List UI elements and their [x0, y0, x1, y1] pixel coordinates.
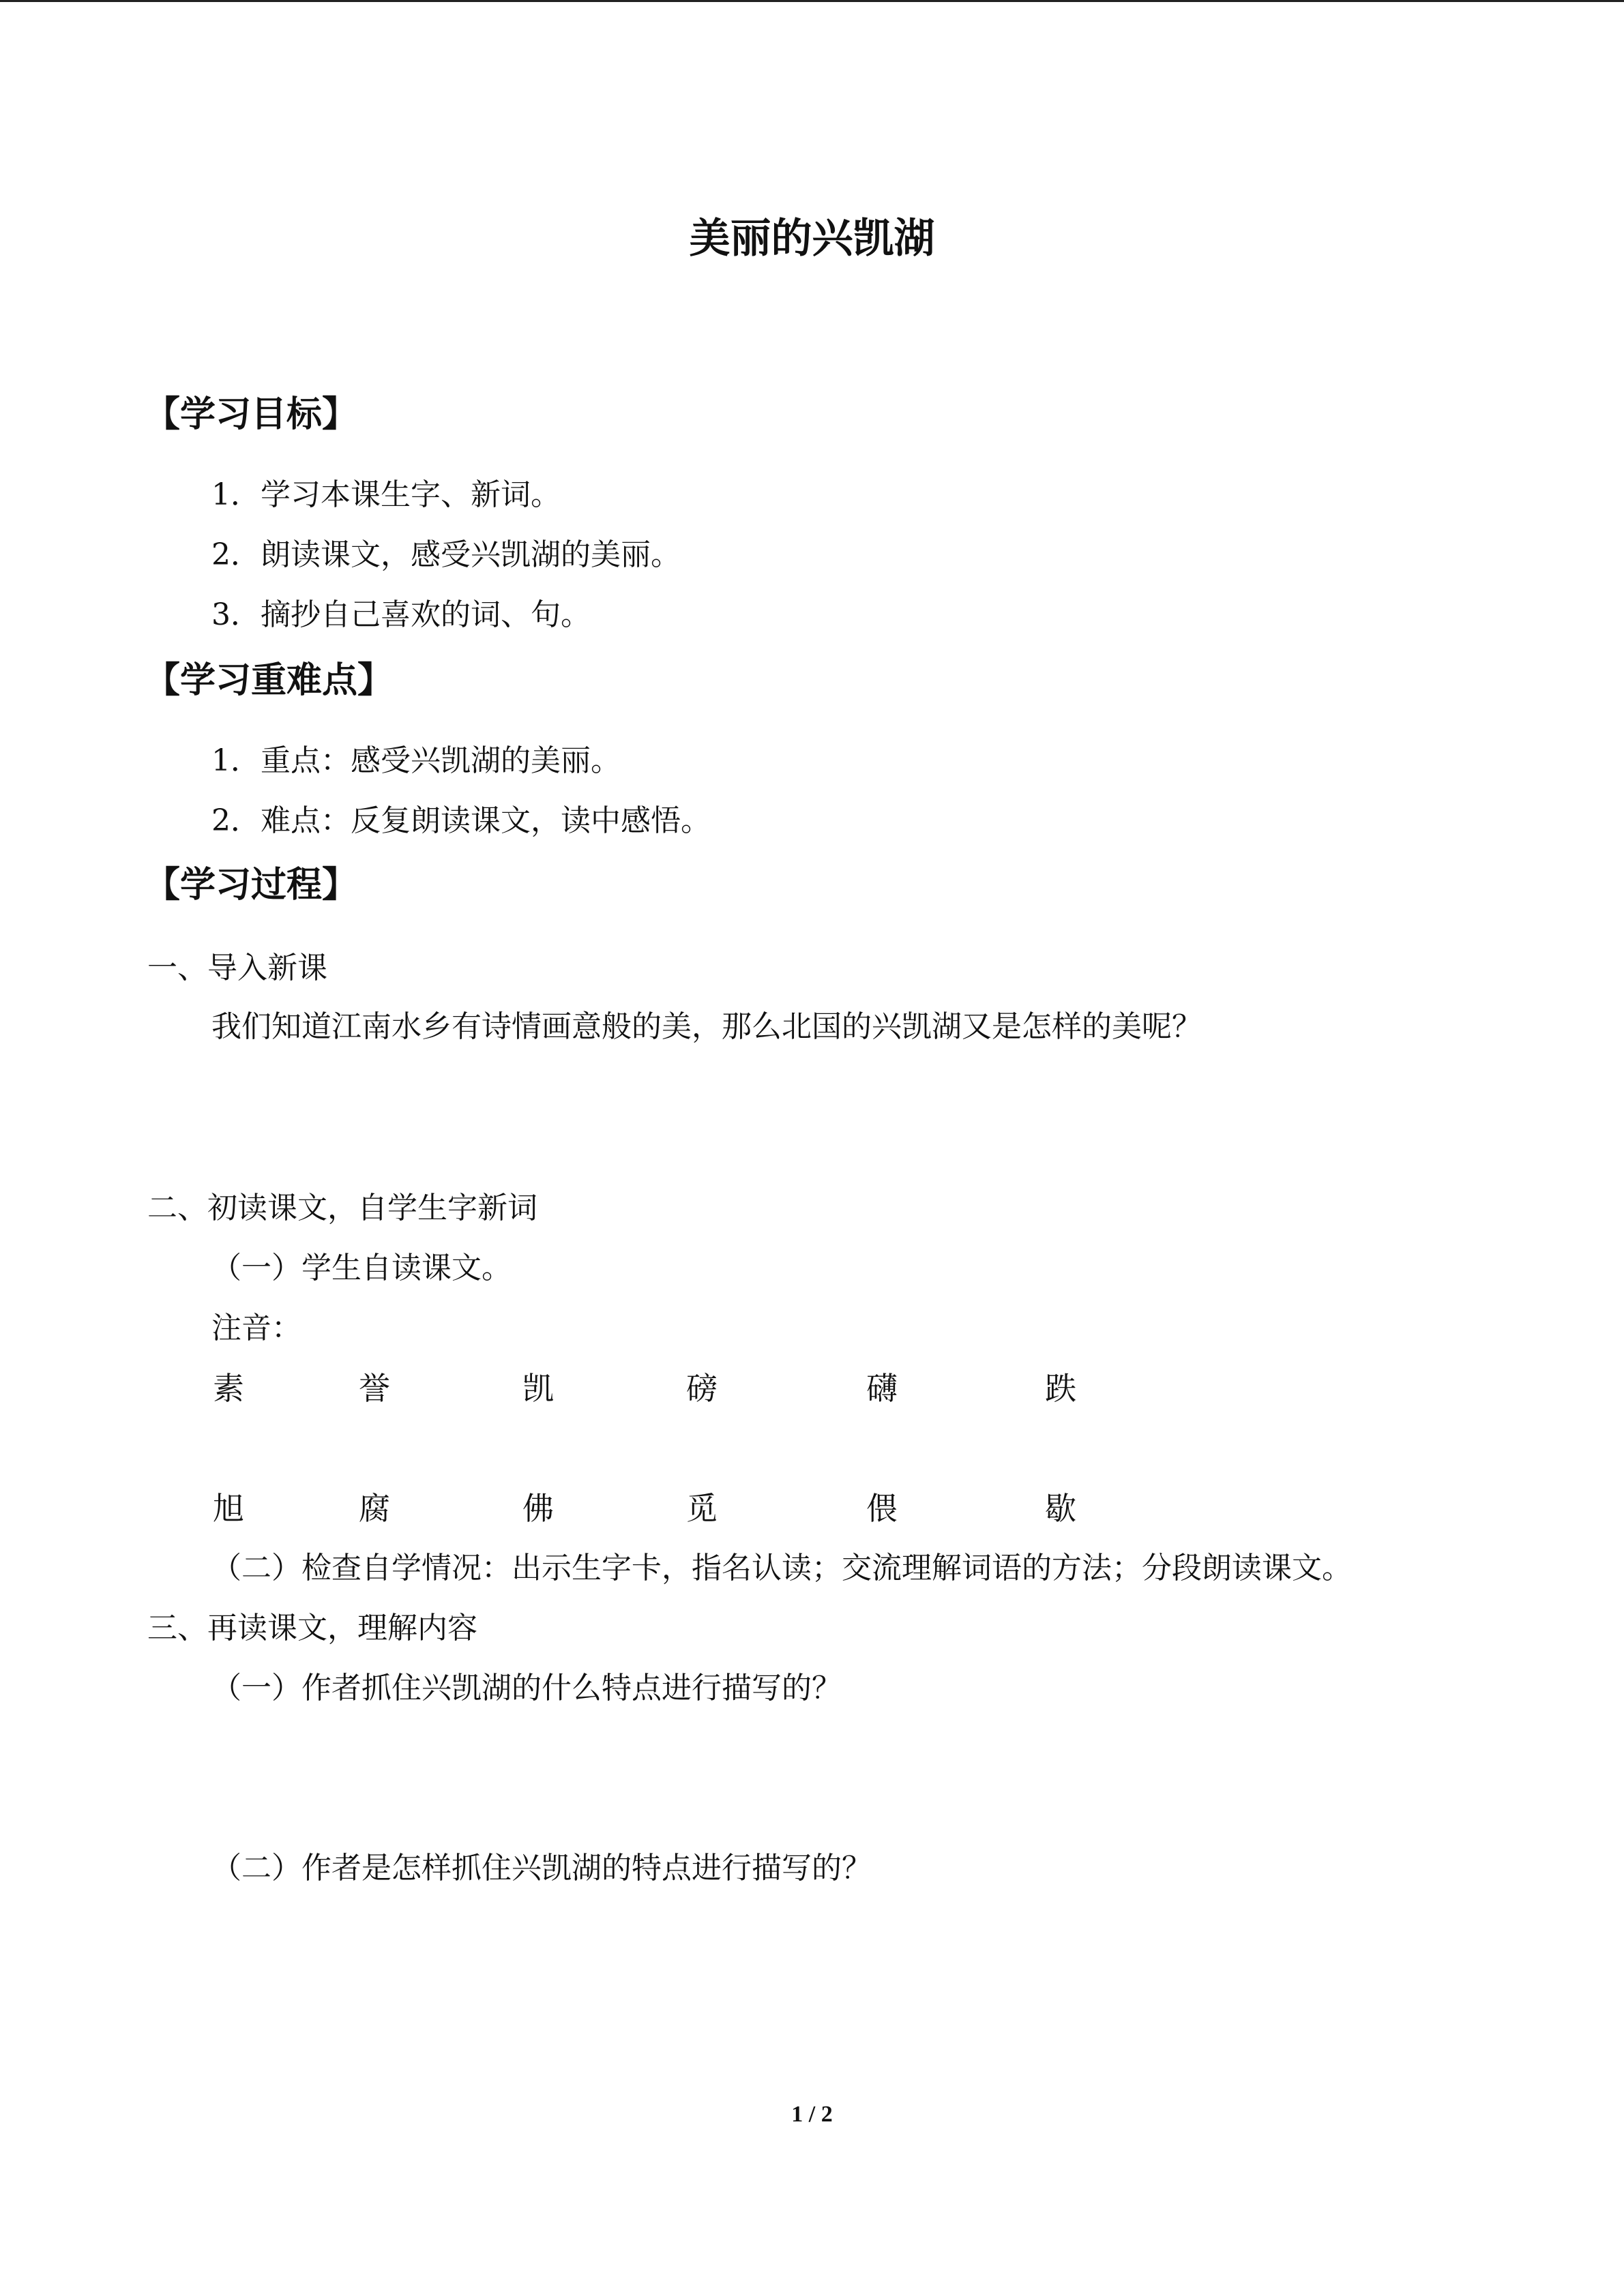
- phonetic-label: 注音：: [211, 1311, 301, 1345]
- char-row2-2: 腐: [359, 1490, 390, 1527]
- char-row2-4: 觅: [686, 1490, 718, 1527]
- objective-item-3: 3．摘抄自己喜欢的词、句。: [211, 597, 591, 632]
- section-3-title: 三、再读课文，理解内容: [147, 1611, 477, 1645]
- section-3-question-2: （二）作者是怎样抓住兴凯湖的特点进行描写的？: [211, 1851, 872, 1885]
- char-row2-6: 歇: [1045, 1490, 1076, 1527]
- section-1-title: 一、导入新课: [147, 951, 327, 985]
- char-row1-6: 跌: [1045, 1370, 1076, 1407]
- key-point-item-1: 1．重点：感受兴凯湖的美丽。: [211, 743, 621, 778]
- key-point-item-2: 2．难点：反复朗读课文，读中感悟。: [211, 803, 711, 838]
- process-heading: 【学习过程】: [145, 865, 358, 906]
- objective-item-2: 2．朗读课文，感受兴凯湖的美丽。: [211, 537, 681, 572]
- char-row1-5: 礴: [866, 1370, 898, 1407]
- objective-item-1: 1．学习本课生字、新词。: [211, 477, 561, 512]
- page-number: 1 / 2: [791, 2102, 833, 2127]
- section-1-text: 我们知道江南水乡有诗情画意般的美，那么北国的兴凯湖又是怎样的美呢？: [211, 1009, 1202, 1044]
- section-2-sub-2: （二）检查自学情况：出示生字卡，指名认读；交流理解词语的方法；分段朗读课文。: [211, 1551, 1352, 1585]
- char-row1-4: 磅: [686, 1370, 718, 1407]
- char-row2-3: 佛: [522, 1490, 554, 1527]
- char-row1-3: 凯: [522, 1370, 554, 1407]
- document-title: 美丽的兴凯湖: [689, 215, 935, 263]
- objectives-heading: 【学习目标】: [145, 394, 358, 435]
- section-2-sub-1: （一）学生自读课文。: [211, 1251, 512, 1285]
- char-row2-5: 偎: [866, 1490, 898, 1527]
- section-3-question-1: （一）作者抓住兴凯湖的什么特点进行描写的？: [211, 1671, 842, 1705]
- section-2-title: 二、初读课文，自学生字新词: [147, 1191, 537, 1225]
- page-top-border: [0, 0, 1624, 2]
- char-row2-1: 旭: [213, 1490, 244, 1527]
- char-row1-2: 誉: [359, 1370, 390, 1407]
- key-points-heading: 【学习重难点】: [145, 660, 394, 701]
- char-row1-1: 素: [213, 1370, 244, 1407]
